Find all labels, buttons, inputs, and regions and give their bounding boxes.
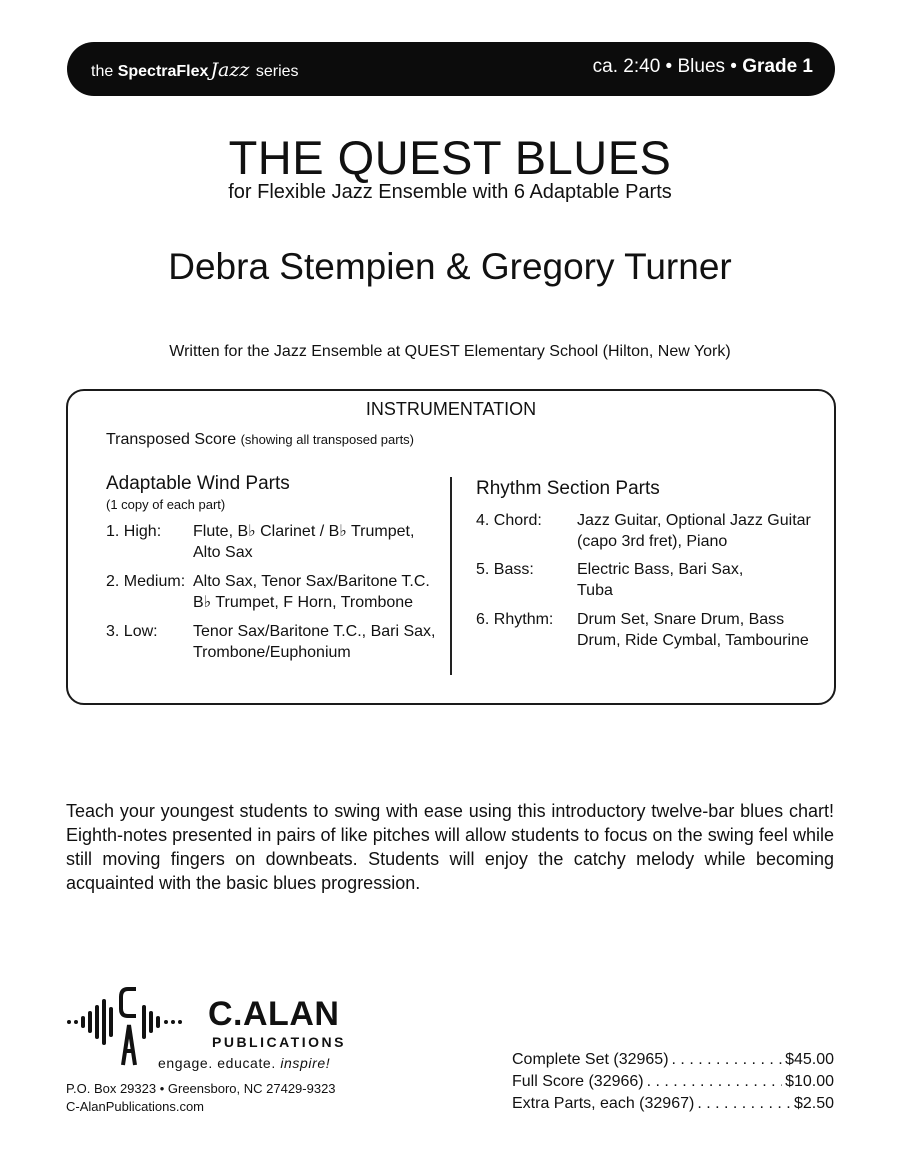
part-instruments: B♭ Trumpet, F Horn, Trombone <box>193 594 414 611</box>
instrumentation-heading: INSTRUMENTATION <box>365 399 537 419</box>
tagline-plain: engage. educate. <box>158 1055 276 1071</box>
publisher-sub: PUBLICATIONS <box>212 1034 346 1050</box>
grade: Grade 1 <box>742 56 813 77</box>
series-brand: SpectraFlex <box>117 63 209 80</box>
part-number: 4. Chord: <box>476 512 542 529</box>
publisher-address-block <box>66 1080 336 1116</box>
part-instruments: Jazz Guitar, Optional Jazz Guitar <box>577 512 811 529</box>
composers: Debra Stempien & Gregory Turner <box>168 246 732 287</box>
price-row <box>512 1049 834 1071</box>
part-instruments: Alto Sax <box>193 544 253 561</box>
piece-title: THE QUEST BLUES <box>228 131 672 184</box>
price-row <box>512 1071 834 1093</box>
series-jazz: Jazz <box>210 59 250 81</box>
price-row <box>512 1093 834 1115</box>
series-banner <box>67 42 835 96</box>
publisher-address: P.O. Box 29323 • Greensboro, NC 27429-9323 <box>66 1081 336 1096</box>
series-name <box>91 59 299 81</box>
publisher-name: C.ALAN <box>208 995 340 1033</box>
publisher-website: C-AlanPublications.com <box>66 1099 205 1114</box>
part-number: 6. Rhythm: <box>476 611 554 628</box>
publisher-tagline <box>158 1055 330 1071</box>
price-value: $45.00 <box>785 1051 834 1068</box>
part-instruments: (capo 3rd fret), Piano <box>577 533 728 550</box>
price-label: Extra Parts, each (32967) <box>512 1095 695 1112</box>
bullet-separator: • <box>730 56 743 77</box>
series-prefix: the <box>91 63 114 80</box>
column-divider <box>450 477 452 675</box>
leader-dots <box>672 1049 783 1071</box>
soundwave-icon <box>67 989 182 1065</box>
tagline-italic: inspire! <box>280 1055 331 1071</box>
price-value: $2.50 <box>793 1095 834 1112</box>
part-instruments: Drum, Ride Cymbal, Tambourine <box>577 632 809 649</box>
style: Blues <box>677 56 726 77</box>
dedication: Written for the Jazz Ensemble at QUEST Elementary School (Hilton, New York) <box>169 343 731 360</box>
description: Teach your youngest students to swing with ease using this introductory twelve-bar blues chart! Eighth-notes presented in pairs of like pitches will allow students to focus on the swing feel while still moving fingers on downbeats. Students will enjoy the catchy melody while becoming acquainted with the basic blues progression. <box>66 801 834 893</box>
part-instruments: Flute, B♭ Clarinet / B♭ Trumpet, <box>193 523 415 540</box>
instrumentation-box <box>66 389 836 705</box>
part-number: 3. Low: <box>106 623 158 640</box>
part-number: 2. Medium: <box>106 573 186 590</box>
part-instruments: Alto Sax, Tenor Sax/Baritone T.C. <box>193 573 430 590</box>
score-line <box>106 431 414 449</box>
score-note: (showing all transposed parts) <box>240 432 415 447</box>
part-number: 5. Bass: <box>476 561 534 578</box>
bullet-separator: • <box>665 56 678 77</box>
part-instruments: Drum Set, Snare Drum, Bass <box>577 611 785 628</box>
part-number: 1. High: <box>106 523 162 540</box>
price-list <box>512 1049 834 1115</box>
part-instruments: Electric Bass, Bari Sax, <box>577 561 744 578</box>
rhythm-parts-heading: Rhythm Section Parts <box>476 478 660 499</box>
score-label: Transposed Score <box>106 431 237 448</box>
part-instruments: Trombone/Euphonium <box>193 644 351 661</box>
wind-parts-heading: Adaptable Wind Parts <box>106 473 290 494</box>
price-label: Full Score (32966) <box>512 1073 644 1090</box>
piece-subtitle: for Flexible Jazz Ensemble with 6 Adaptable Parts <box>228 181 672 203</box>
duration: ca. 2:40 <box>592 56 661 77</box>
part-instruments: Tuba <box>577 582 613 599</box>
series-suffix: series <box>255 63 299 80</box>
leader-dots <box>697 1093 791 1115</box>
price-label: Complete Set (32965) <box>512 1051 669 1068</box>
price-value: $10.00 <box>785 1073 834 1090</box>
wind-parts-note: (1 copy of each part) <box>106 497 226 512</box>
piece-meta <box>593 56 813 78</box>
part-instruments: Tenor Sax/Baritone T.C., Bari Sax, <box>193 623 436 640</box>
leader-dots <box>647 1071 782 1093</box>
